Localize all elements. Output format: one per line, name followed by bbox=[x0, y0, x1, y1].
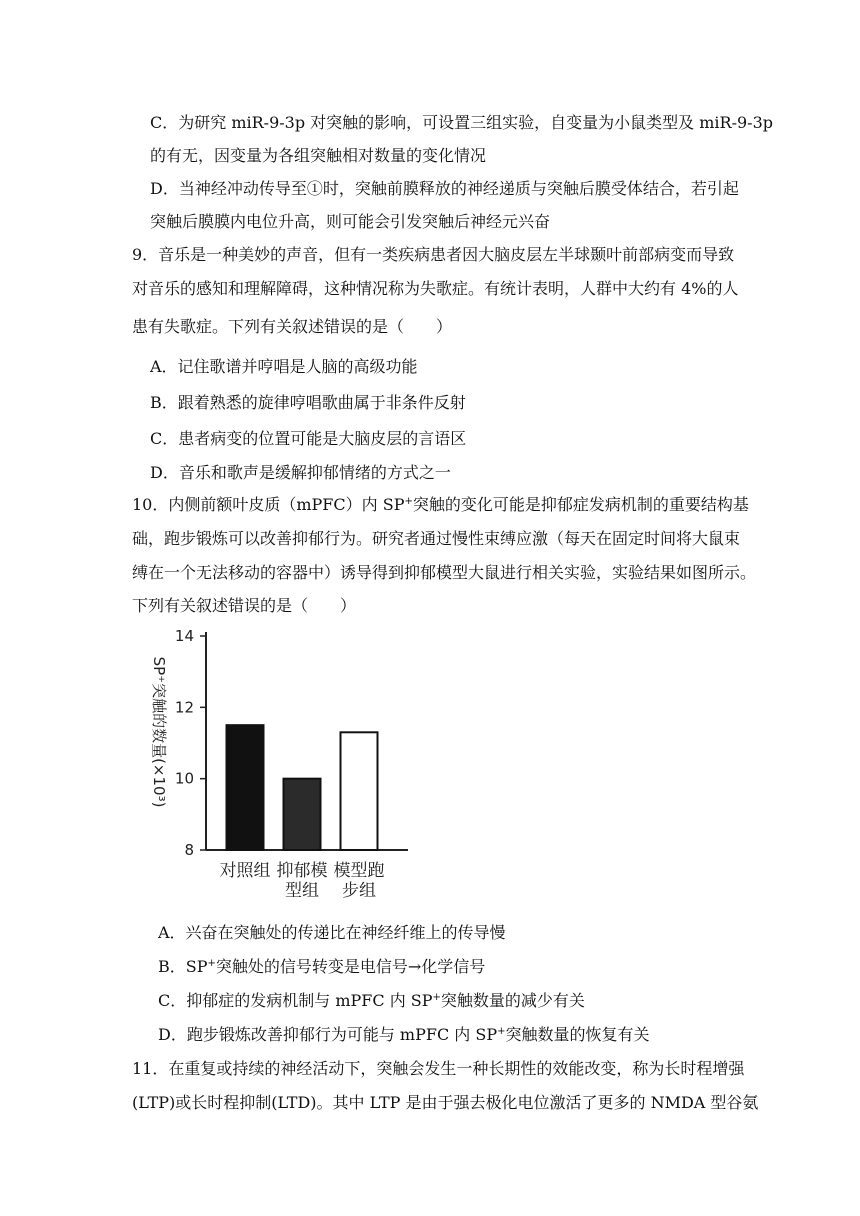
bar-chart bbox=[140, 622, 420, 906]
q10-stem-line4: 下列有关叙述错误的是（ ） bbox=[132, 596, 357, 615]
q8-option-c-line1: C．为研究 miR-9-3p 对突触的影响，可设置三组实验，自变量为小鼠类型及 miR-9-3p bbox=[150, 113, 774, 132]
q10-option-b bbox=[158, 956, 485, 978]
bar-2 bbox=[284, 779, 321, 850]
x-category-label: 型组 bbox=[285, 881, 319, 901]
q8-option-c-line2: 的有无，因变量为各组突触相对数量的变化情况 bbox=[150, 146, 487, 165]
q10-stem-line1 bbox=[132, 494, 749, 516]
q10-option-d-b: 突触数量的恢复有关 bbox=[505, 1025, 650, 1044]
q10-option-b-a: B．SP bbox=[158, 957, 208, 976]
q10-option-b-b: 突触处的信号转变是电信号→化学信号 bbox=[215, 957, 486, 976]
q10-stem-line2: 础，跑步锻炼可以改善抑郁行为。研究者通过慢性束缚应激（每天在固定时间将大鼠束 bbox=[132, 529, 741, 548]
x-category-label: 模型跑 bbox=[333, 861, 385, 881]
x-category-label: 抑郁模 bbox=[276, 861, 328, 881]
q10-stem-line3: 缚在一个无法移动的容器中）诱导得到抑郁模型大鼠进行相关实验，实验结果如图所示。 bbox=[132, 563, 757, 582]
bar-3 bbox=[341, 732, 378, 850]
q11-stem-line1: 11．在重复或持续的神经活动下，突触会发生一种长期性的效能改变，称为长时程增强 bbox=[132, 1059, 745, 1078]
q9-option-c: C．患者病变的位置可能是大脑皮层的言语区 bbox=[150, 429, 467, 448]
q10-option-d-a: D．跑步锻炼改善抑郁行为可能与 mPFC 内 SP bbox=[158, 1025, 498, 1044]
q9-option-a: A．记住歌谱并哼唱是人脑的高级功能 bbox=[150, 357, 418, 376]
x-category-label: 对照组 bbox=[219, 861, 271, 881]
q10-stem-line1-b: 突触的变化可能是抑郁症发病机制的重要结构基 bbox=[412, 495, 749, 514]
q9-stem-line3: 患有失歌症。下列有关叙述错误的是（ ） bbox=[132, 317, 453, 336]
superscript-plus: + bbox=[207, 958, 216, 969]
y-tick-label: 10 bbox=[174, 769, 194, 788]
superscript-plus: + bbox=[432, 992, 441, 1003]
q10-option-c-b: 突触数量的减少有关 bbox=[440, 991, 585, 1010]
y-tick-label: 8 bbox=[184, 841, 194, 859]
superscript-plus: + bbox=[497, 1026, 506, 1037]
q9-option-b: B．跟着熟悉的旋律哼唱歌曲属于非条件反射 bbox=[150, 393, 466, 412]
q9-option-d: D．音乐和歌声是缓解抑郁情绪的方式之一 bbox=[150, 463, 451, 482]
y-tick-label: 14 bbox=[174, 627, 194, 645]
q10-option-a: A．兴奋在突触处的传递比在神经纤维上的传导慢 bbox=[158, 923, 506, 942]
y-tick-label: 12 bbox=[174, 698, 194, 717]
y-axis-label: SP⁺突触的数量(×10³) bbox=[150, 656, 168, 808]
q10-option-d bbox=[158, 1024, 650, 1046]
q10-option-c bbox=[158, 990, 585, 1012]
q11-stem-line2: (LTP)或长时程抑制(LTD)。其中 LTP 是由于强去极化电位激活了更多的 NMDA 型谷氨 bbox=[132, 1093, 759, 1112]
superscript-plus: + bbox=[404, 496, 413, 507]
q10-stem-line1-a: 10．内侧前额叶皮质（mPFC）内 SP bbox=[132, 495, 405, 514]
q10-option-c-a: C．抑郁症的发病机制与 mPFC 内 SP bbox=[158, 991, 433, 1010]
q9-stem-line2: 对音乐的感知和理解障碍，这种情况称为失歌症。有统计表明，人群中大约有 4%的人 bbox=[132, 279, 739, 298]
bar-1 bbox=[227, 725, 264, 850]
q8-option-d-line1: D．当神经冲动传导至①时，突触前膜释放的神经递质与突触后膜受体结合，若引起 bbox=[150, 179, 739, 198]
x-category-label: 步组 bbox=[342, 881, 376, 901]
q9-stem-line1: 9．音乐是一种美妙的声音，但有一类疾病患者因大脑皮层左半球颞叶前部病变而导致 bbox=[132, 245, 735, 264]
q8-option-d-line2: 突触后膜膜内电位升高，则可能会引发突触后神经元兴奋 bbox=[150, 212, 551, 231]
